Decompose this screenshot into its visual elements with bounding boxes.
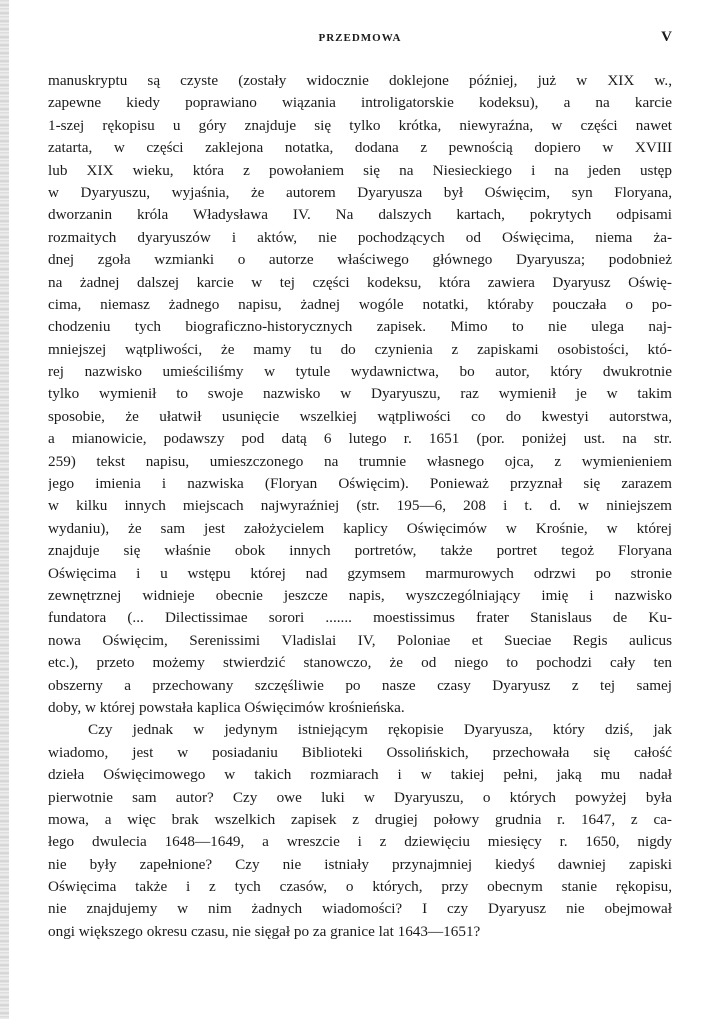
text-line: manuskryptu są czyste (zostały widocznie doklejone później, już w XIX w., [48,72,672,89]
text-line: nie były zapełnione? Czy nie istniały przynajmniej kiedyś dawniej zapiski [48,855,672,873]
text-line: Oświęcima i u wstępu której nad gzymsem marmurowych odrzwi po stronie [48,564,672,582]
text-line: fundatora (... Dilectissimae sorori ....... moestissimus frater Stanislaus de Ku- [48,609,672,627]
running-head: PRZEDMOWA [318,32,402,44]
text-line: lub XIX wieku, która z powołaniem się na Niesieckiego i na jeden ustęp [48,161,672,179]
text-line: sposobie, że ułatwił usunięcie wszelkiej wątpliwości co do kwestyi autorstwa, [48,407,672,425]
text-line: dnej zgoła wzmianki o autorze właściwego głównego Dyaryusza; podobnież [48,251,672,269]
text-line: Oświęcima także i z tych czasów, o których, przy obecnym stanie rękopisu, [48,878,672,896]
text-line: nie znajdujemy w nim żadnych wiadomości? I czy Dyaryusz nie obejmował [48,900,672,918]
text-line: wydaniu), że sam jest założycielem kaplicy Oświęcimów w Krośnie, w której [48,519,672,537]
text-line: cima, niemasz żadnego napisu, żadnej wogóle notatki, któraby pouczała o po- [48,295,672,313]
text-line: dworzanin króla Władysława IV. Na dalszych kartach, pokrytych odpisami [48,206,672,224]
text-line: zatarta, w części zaklejona notatka, dodana z pewnością dopiero w XVIII [48,139,672,157]
text-line: zapewne kiedy poprawiano wiązania introligatorskie kodeksu), a na karcie [48,94,672,112]
text-line: zewnętrznej widnieje obecnie jeszcze napis, wyszczególniający imię i nazwisko [48,586,672,604]
text-line: nowa Oświęcim, Serenissimi Vladislai IV, Poloniae et Sueciae Regis aulicus [48,631,672,649]
text-line: na żadnej dalszej karcie w tej części kodeksu, która zawiera Dyaryusz Oświę- [48,273,672,291]
text-line: w kilku innych miejscach najwyraźniej (str. 195—6, 208 i t. d. w niniejszem [48,497,672,515]
text-line: Czy jednak w jedynym istniejącym rękopisie Dyaryusza, który dziś, jak [88,721,672,739]
text-line: mowa, a więc brak wszelkich zapisek z drugiej połowy grudnia r. 1647, z ca- [48,810,672,828]
paragraph [48,70,672,719]
text-line: pierwotnie sam autor? Czy owe luki w Dyaryuszu, o których powyżej była [48,788,672,806]
text-line: obszerny a przechowany szczęśliwie po nasze czasy Dyaryusz z tej samej [48,676,672,694]
text-line: znajduje się właśnie obok innych portretów, także portret tegoż Floryana [48,542,672,560]
text-line: jego imienia i nazwiska (Floryan Oświęcim). Ponieważ przyznał się zarazem [48,475,672,493]
text-line: wiadomo, jest w posiadaniu Biblioteki Ossolińskich, przechowała się całość [48,743,672,761]
page-number: V [661,29,672,45]
text-line: rej nazwisko umieściliśmy w tytule wydawnictwa, bo autor, który dwukrotnie [48,363,672,381]
text-line: doby, w której powstała kaplica Oświęcimów krośnieńska. [48,698,405,716]
text-line: 259) tekst napisu, umieszczonego na trumnie własnego ojca, z wymienieniem [48,452,672,470]
text-line: łego dwulecia 1648—1649, a wreszcie i z dziewięciu miesięcy r. 1650, nigdy [48,833,672,851]
text-line: a mianowicie, podawszy pod datą 6 lutego r. 1651 (por. poniżej ust. na str. [48,430,672,448]
text-line: ongi większego okresu czasu, nie sięgał po za granice lat 1643—1651? [48,922,481,940]
binding-edge [0,0,9,1019]
text-line: dzieła Oświęcimowego w takich rozmiarach i w takiej pełni, jaką mu nadał [48,766,672,784]
text-line: 1-szej rękopisu u góry znajduje się tylko krótka, niewyraźna, w części nawet [48,116,672,134]
text-line: etc.), przeto możemy stwierdzić stanowczo, że od niego to pochodzi cały ten [48,654,672,672]
paragraph [48,719,672,943]
text-line: tylko wymienił to swoje nazwisko w Dyaryuszu, raz wymienił je w takim [48,385,672,403]
text-line: mniejszej wątpliwości, że mamy tu do czynienia z zapiskami osobistości, któ- [48,340,672,358]
page-header [48,28,672,52]
body-text [48,70,672,943]
text-line: chodzeniu tych biograficzno-historycznych zapisek. Mimo to nie ulega naj- [48,318,672,336]
text-line: w Dyaryuszu, wyjaśnia, że autorem Dyaryusza był Oświęcim, syn Floryana, [48,183,672,201]
text-line: rozmaitych dyaryuszów i aktów, nie pochodzących od Oświęcima, niema ża- [48,228,672,246]
